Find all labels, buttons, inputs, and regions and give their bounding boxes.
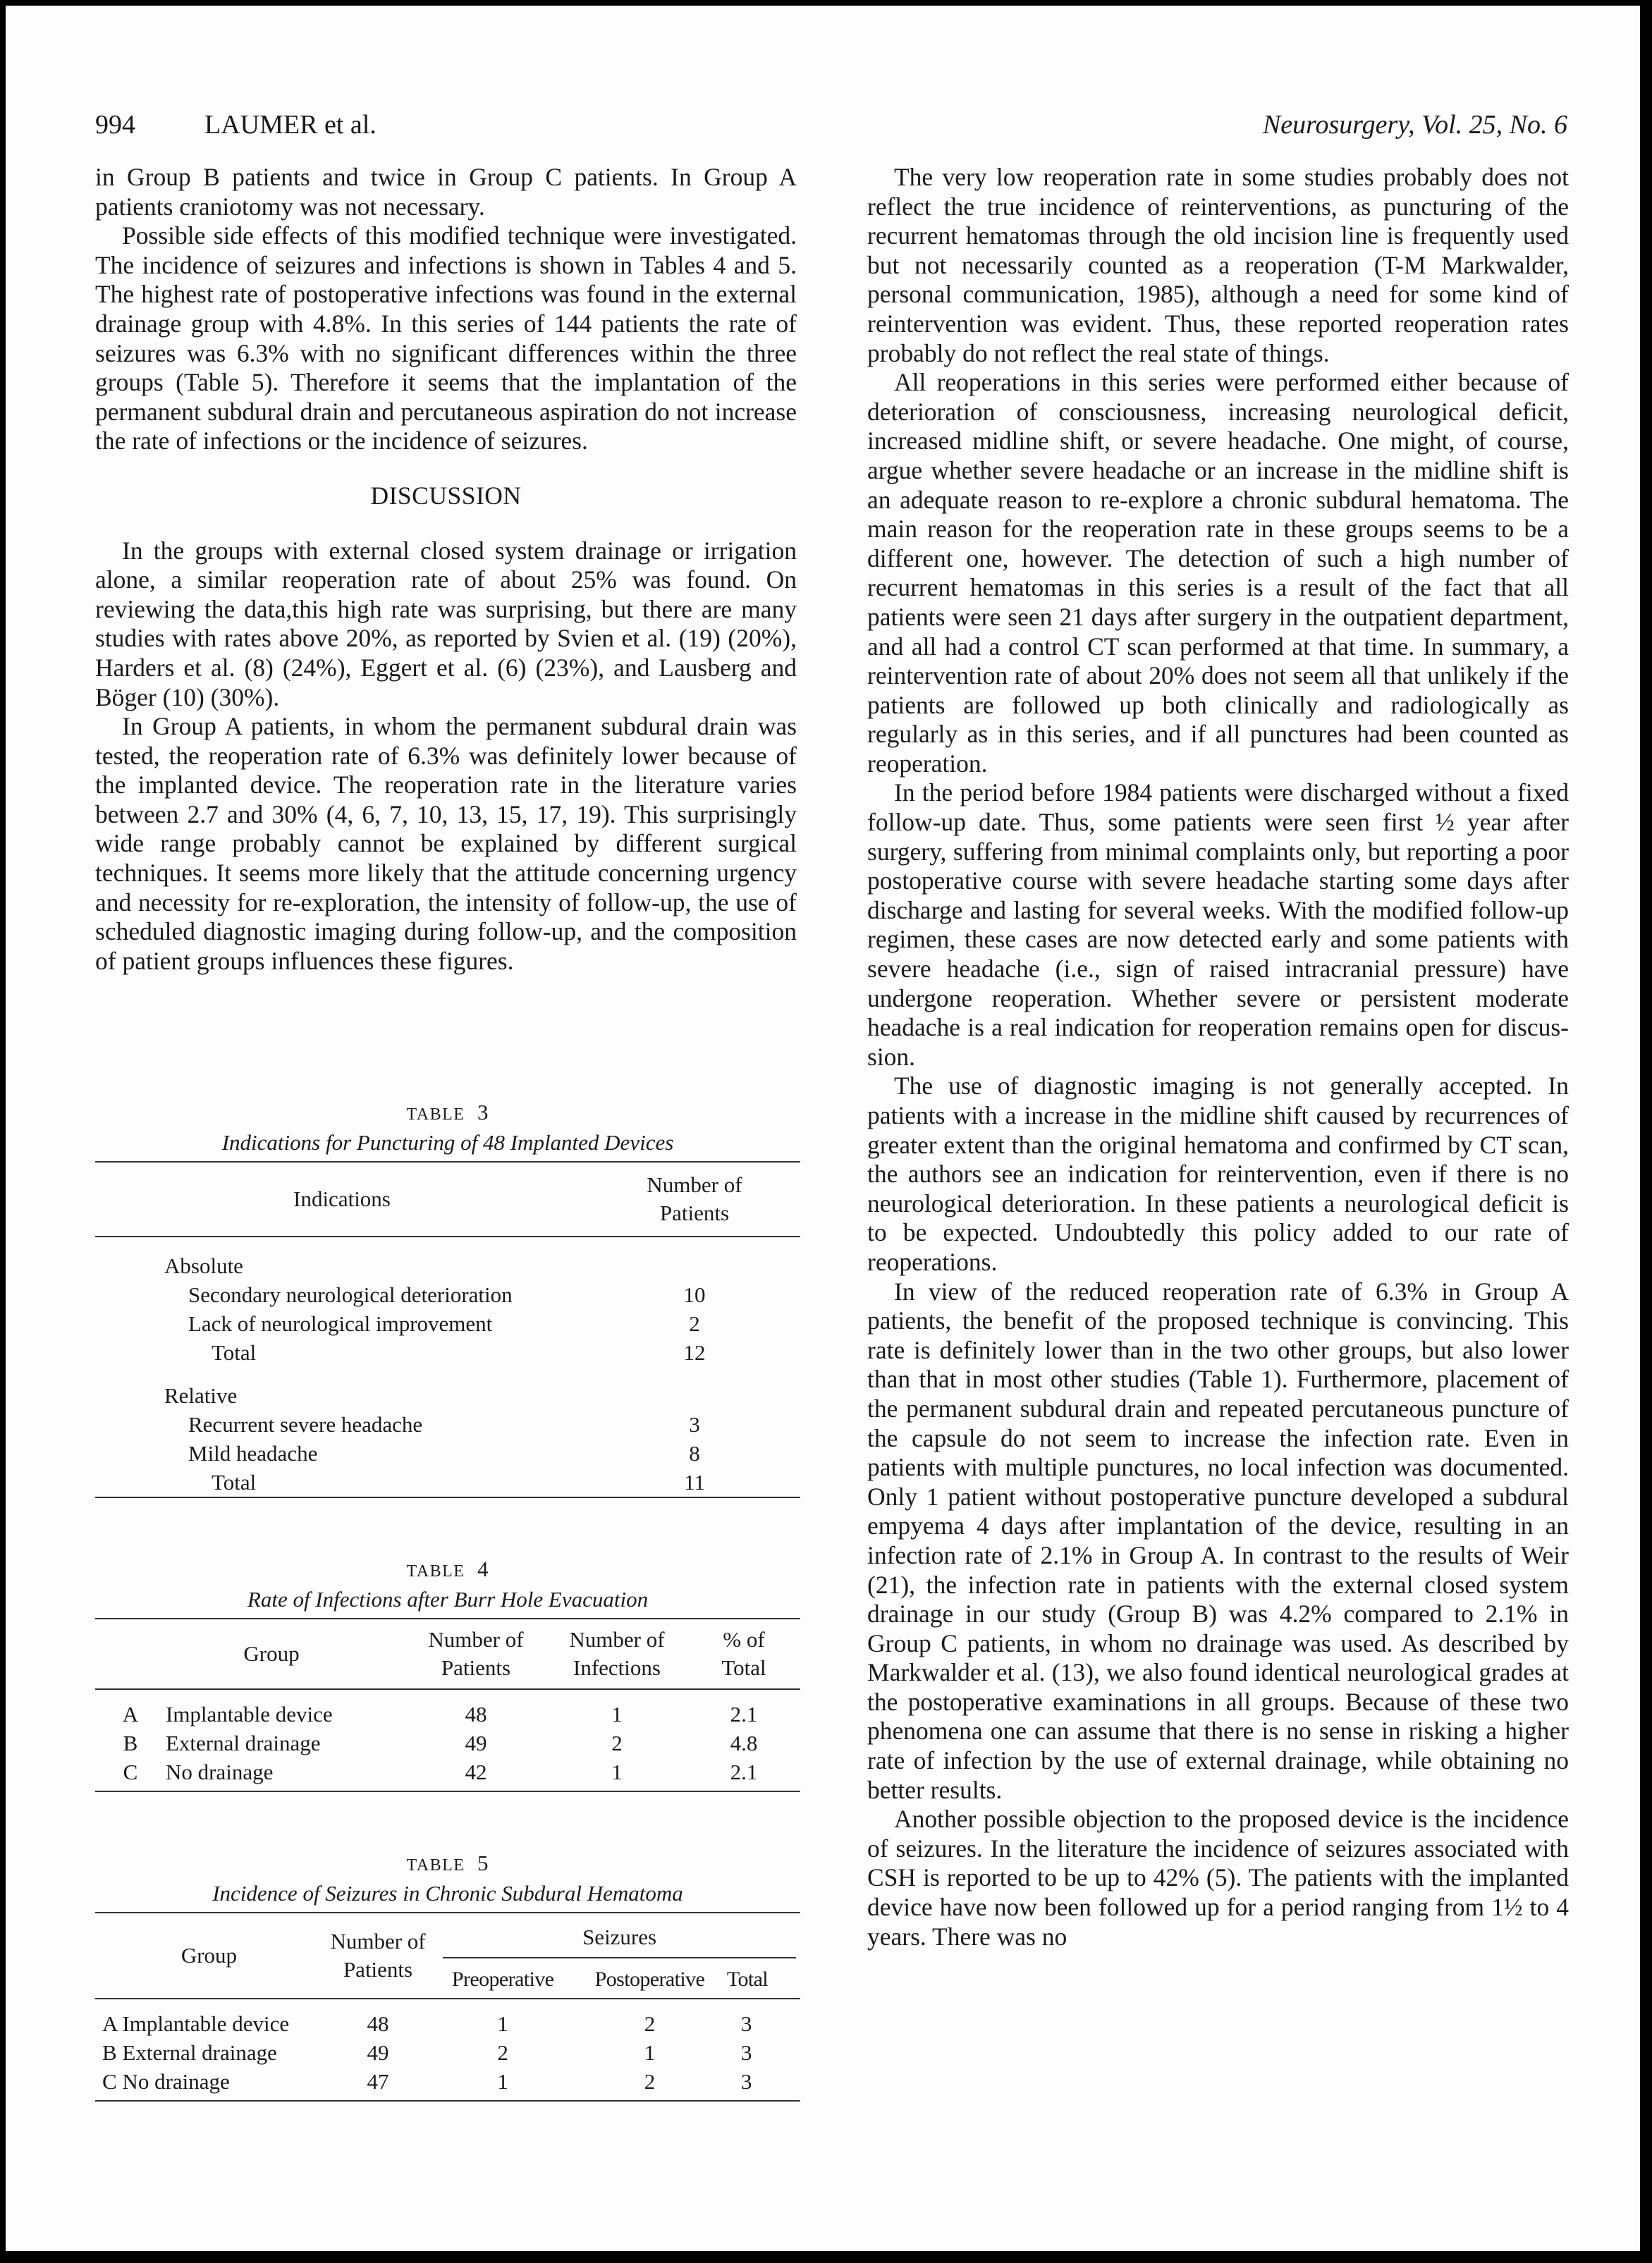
table-5	[95, 1849, 800, 2102]
table-label-word: TABLE	[406, 1105, 465, 1124]
row-value: 2	[689, 1311, 700, 1336]
patients-cell: 49	[465, 1730, 487, 1755]
paragraph: The use of diagnostic imaging is not generally accepted. In patients with a increase in the midline shift caused by recurrences of greater extent than the original hematoma and confirmed by CT scan, the authors see an indication for reintervention, even if there is no neurological deterioration. In these patients a neurological deficit is to be expected. Undoubtedly this policy added to our rate of reoperations.	[867, 1072, 1569, 1276]
percent-cell: 2.1	[730, 1701, 758, 1727]
infections-cell: 1	[611, 1759, 623, 1784]
patients-cell: 49	[367, 2040, 389, 2065]
column-header: Group	[181, 1943, 238, 1968]
paragraph: In the period before 1984 patients were discharged without a fixed follow-up date. Thus, some patients were seen first ½ year after surgery, suffering from minimal complaints only, but reporting a poor postoperative course with severe headache starting some days after discharge and lasting for several weeks. With the modified follow-up regimen, these cases are now detected early and some patients with severe headache (i.e., sign of raised intracranial pressure) have undergone reoperation. Whether severe or persistent moderate headache is a real indication for reoperation remains open for discussion.	[867, 778, 1569, 1071]
patients-cell: 47	[367, 2068, 389, 2094]
row-value: 3	[689, 1411, 700, 1437]
total-value: 12	[683, 1339, 706, 1365]
postop-cell: 2	[644, 2068, 656, 2094]
row-label: Mild headache	[188, 1440, 318, 1466]
group-name: C No drainage	[102, 2068, 230, 2094]
running-header-journal: Neurosurgery, Vol. 25, No. 6	[1262, 110, 1567, 140]
percent-cell: 2.1	[730, 1759, 758, 1784]
column-header-text: Number of Patients	[428, 1627, 524, 1680]
percent-cell: 4.8	[730, 1730, 758, 1755]
infections-cell: 2	[611, 1730, 623, 1755]
table-3	[95, 1098, 800, 1498]
paragraph: All reoperations in this series were performed either because of deterioration of consciousness, increasing neurological deficit, increased midline shift, or severe headache. One might, of course, argue whether severe headache or an increase in the midline shift is an adequate reason to re-explore a chronic subdural hematoma. The main reason for the reoperation rate in these groups seems to be a different one, however. The detection of such a high number of recurrent hematomas in this series is a result of the fact that all patients were seen 21 days after surgery in the outpatient department, and all had a control CT scan performed at that time. In summary, a reintervention rate of about 20% does not seem all that unlikely if the patients are followed up both clinically and radiologically as regularly as in this series, and if all punctures had been counted as reoperation.	[867, 368, 1569, 778]
patients-cell: 48	[367, 2011, 389, 2036]
right-column	[867, 163, 1569, 1951]
table-row	[95, 1338, 800, 1367]
total-cell: 3	[740, 2011, 752, 2036]
patients-cell: 42	[465, 1759, 487, 1784]
row-value: 10	[683, 1282, 706, 1307]
total-cell: 3	[740, 2068, 752, 2094]
total-value: 11	[684, 1469, 705, 1495]
preop-cell: 2	[497, 2040, 508, 2065]
table-label	[95, 1555, 800, 1586]
column-header	[405, 1619, 546, 1689]
left-column	[95, 163, 797, 976]
table-4	[95, 1555, 800, 1792]
paragraph: Possible side effects of this modified technique were investigated. The incidence of seizures and infections is shown in Tables 4 and 5. The highest rate of postoperative infections was found in the external drainage group with 4.8%. In this series of 144 patients the rate of seizures was 6.3% with no significant differences within the three groups (Table 5). Therefore it seems that the implantation of the permanent subdural drain and percutaneous aspiration do not increase the rate of infections or the incidence of seizures.	[95, 221, 797, 455]
table-row	[95, 2067, 800, 2101]
group-letter: A	[122, 1701, 139, 1727]
column-header	[546, 1619, 687, 1689]
paragraph: In view of the reduced reoperation rate of 6.3% in Group A patients, the benefit of the proposed technique is convincing. This rate is definitely lower than in the two other groups, but also lower than that in most other studies (Table 1). Furthermore, placement of the permanent subdural drain and repeated percutaneous puncture of the capsule do not seem to increase the infection rate. Even in patients with multiple punctures, no local infection was documented. Only 1 patient without postoperative puncture developed a subdural empyema 4 days after implantation of the device, resulting in an infection rate of 2.1% in Group A. In contrast to the results of Weir (21), the infection rate in patients with the external closed system drainage in our study (Group B) was 4.2% compared to 2.1% in Group C patients, in whom no drainage was used. As described by Markwalder et al. (13), we also found identical neurological grades at the postoperative examinations in all groups. Because of these two phenomena one can assume that there is no sense in risking a higher rate of infection by the use of external drainage, while obtaining no better results.	[867, 1277, 1569, 1804]
postop-cell: 2	[644, 2011, 656, 2036]
paragraph: Another possible objection to the proposed device is the incidence of seizures. In the literature the incidence of seizures associated with CSH is reported to be up to 42% (5). The patients with the implanted device have now been followed up for a period ranging from 1½ to 4 years. There was no	[867, 1805, 1569, 1951]
table-label-number: 3	[477, 1100, 489, 1124]
table-row	[95, 1729, 800, 1758]
page-number: 994	[95, 110, 135, 140]
table-row	[95, 1309, 800, 1338]
row-label: Recurrent severe headache	[188, 1411, 423, 1437]
table-label	[95, 1098, 800, 1129]
infections-cell: 1	[611, 1701, 623, 1727]
table-label	[95, 1849, 800, 1879]
table-label-number: 4	[477, 1557, 489, 1581]
column-header: Postoperative	[594, 1968, 705, 1991]
preop-cell: 1	[497, 2011, 508, 2036]
column-header: Preoperative	[451, 1968, 554, 1991]
preop-cell: 1	[497, 2068, 508, 2094]
section-heading-discussion: DISCUSSION	[370, 481, 522, 510]
group-letter: B	[123, 1730, 138, 1755]
column-group-header	[433, 1913, 800, 1961]
table-row	[95, 1700, 800, 1729]
table-row	[95, 1410, 800, 1439]
total-label: Total	[212, 1339, 257, 1365]
table-row	[95, 1251, 800, 1280]
table-caption: Incidence of Seizures in Chronic Subdural Hematoma	[212, 1881, 683, 1906]
seizures-header: Seizures	[443, 1923, 796, 1958]
category-label: Relative	[164, 1382, 238, 1408]
category-label: Absolute	[164, 1253, 243, 1278]
paragraph: The very low reoperation rate in some studies probably does not reflect the true incidence of reinterventions, as puncturing of the recurrent hematomas through the old incision line is frequently used but not necessarily counted as a reoperation (T-M Markwalder, personal communication, 1985), although a need for some kind of reintervention was evident. Thus, these reported reoperation rates probably do not reflect the real state of things.	[867, 163, 1569, 367]
column-header-text: Number of Patients	[647, 1172, 742, 1225]
table-row	[95, 2009, 800, 2038]
group-name: External drainage	[166, 1730, 321, 1755]
paragraph: In the groups with external closed system drainage or irrigation alone, a similar reoperation rate of about 25% was found. On reviewing the data,this high rate was surprising, but there are many studies with rates above 20%, as reported by Svien et al. (19) (20%), Harders et al. (8) (24%), Eggert et al. (6) (23%), and Lausberg and Böger (10) (30%).	[95, 536, 797, 711]
paragraph: In Group A patients, in whom the permanent subdural drain was tested, the reoperation rate of 6.3% was definitely lower because of the implanted device. The reoperation rate in the literature varies between 2.7 and 30% (4, 6, 7, 10, 13, 15, 17, 19). This surprisingly wide range probably cannot be explained by different surgical techniques. It seems more likely that the attitude concerning urgency and necessity for re-exploration, the intensity of follow-up, the use of scheduled diagnostic imaging during follow-up, and the composition of patient groups influences these figures.	[95, 712, 797, 975]
table-label-word: TABLE	[406, 1562, 465, 1581]
running-header-left	[95, 109, 377, 140]
table-row	[95, 1439, 800, 1468]
table-row	[95, 1468, 800, 1497]
column-header	[589, 1162, 800, 1237]
column-header-text: Number of Infections	[569, 1627, 665, 1680]
group-name: Implantable device	[166, 1701, 333, 1727]
patients-cell: 48	[465, 1701, 487, 1727]
table-header-row	[95, 1913, 800, 1961]
journal-page	[6, 6, 1640, 2251]
table-3-grid	[95, 1161, 800, 1498]
group-letter: C	[123, 1759, 138, 1784]
group-name: B External drainage	[102, 2040, 277, 2065]
table-caption: Indications for Puncturing of 48 Implanted Devices	[221, 1130, 674, 1155]
column-header-text: Number of Patients	[330, 1929, 426, 1982]
table-row	[95, 1758, 800, 1791]
column-header	[687, 1619, 800, 1689]
table-label-number: 5	[477, 1851, 489, 1875]
column-header: Total	[726, 1968, 769, 1991]
table-row	[95, 1280, 800, 1309]
column-header	[323, 1913, 433, 1999]
total-label: Total	[212, 1469, 257, 1495]
row-value: 8	[689, 1440, 700, 1466]
running-header-authors: LAUMER et al.	[204, 110, 377, 140]
group-name: No drainage	[166, 1759, 274, 1784]
row-label: Lack of neurological improvement	[188, 1311, 493, 1336]
postop-cell: 1	[644, 2040, 656, 2065]
column-header: Indications	[293, 1186, 391, 1211]
column-header: Group	[243, 1641, 300, 1666]
table-header-row	[95, 1162, 800, 1237]
table-header-row	[95, 1619, 800, 1689]
table-row	[95, 1381, 800, 1410]
table-label-word: TABLE	[406, 1856, 465, 1875]
table-row	[95, 2038, 800, 2067]
table-5-grid	[95, 1912, 800, 2102]
column-header-text: % of Total	[721, 1627, 766, 1680]
row-label: Secondary neurological deterioration	[188, 1282, 513, 1307]
total-cell: 3	[740, 2040, 752, 2065]
table-caption: Rate of Infections after Burr Hole Evacuation	[247, 1587, 649, 1612]
paragraph: in Group B patients and twice in Group C patients. In Group A patients craniotomy was not necessary.	[95, 163, 797, 221]
table-4-grid	[95, 1618, 800, 1792]
group-name: A Implantable device	[102, 2011, 290, 2036]
